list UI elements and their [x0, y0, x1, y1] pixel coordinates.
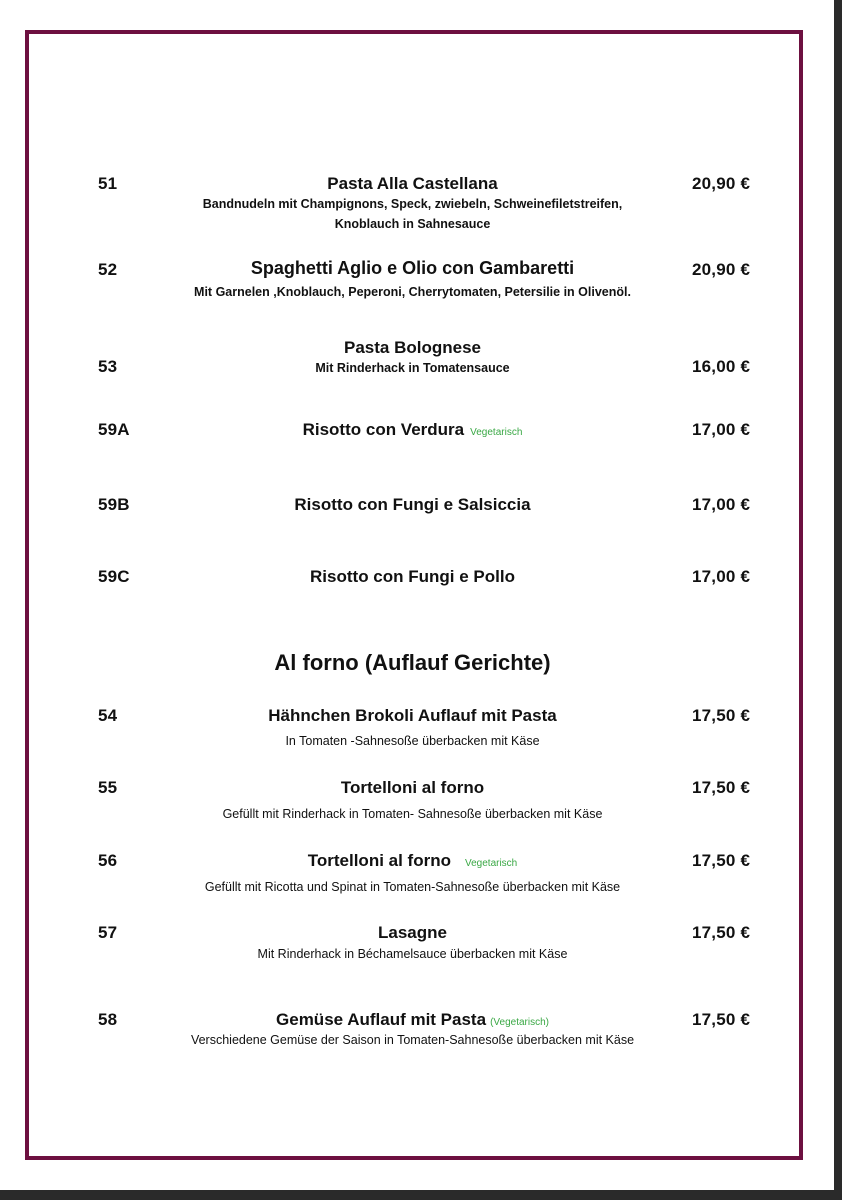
item-description: Mit Garnelen ,Knoblauch, Peperoni, Cherrytomaten, Petersilie in Olivenöl.	[194, 285, 631, 299]
item-price: 17,50 €	[692, 851, 751, 870]
item-name: Spaghetti Aglio e Olio con Gambaretti	[250, 258, 575, 278]
item-price: 20,90 €	[692, 260, 751, 279]
item-number: 53	[98, 357, 118, 376]
item-description: Gefüllt mit Rinderhack in Tomaten- Sahnesoße überbacken mit Käse	[222, 807, 603, 821]
item-number: 58	[98, 1010, 118, 1029]
vegetarian-label: Vegetarisch	[464, 858, 518, 869]
item-name: Pasta Bolognese	[344, 338, 481, 357]
item-name: Hähnchen Brokoli Auflauf mit Pasta	[268, 706, 557, 725]
item-number: 59B	[98, 495, 130, 514]
item-description: In Tomaten -Sahnesoße überbacken mit Käse	[285, 734, 540, 748]
vegetarian-label: (Vegetarisch)	[490, 1017, 549, 1028]
item-price: 17,50 €	[692, 1010, 751, 1029]
item-number: 54	[98, 706, 118, 725]
item-price: 20,90 €	[692, 174, 751, 193]
item-description: Gefüllt mit Ricotta und Spinat in Tomaten-Sahnesoße überbacken mit Käse	[204, 880, 621, 894]
item-description: Mit Rinderhack in Béchamelsauce überbacken mit Käse	[257, 947, 568, 961]
item-number: 51	[98, 174, 118, 193]
item-price: 17,00 €	[692, 495, 751, 514]
item-price: 17,00 €	[692, 567, 751, 586]
item-price: 16,00 €	[692, 357, 751, 376]
item-number: 55	[98, 778, 118, 797]
item-name: Risotto con Verdura	[302, 420, 465, 439]
item-name: Lasagne	[378, 923, 447, 942]
item-number: 59A	[98, 420, 130, 439]
item-number: 56	[98, 851, 118, 870]
item-name-row	[160, 851, 665, 871]
item-number: 52	[98, 260, 118, 279]
item-name: Risotto con Fungi e Pollo	[310, 567, 515, 586]
item-description: Verschiedene Gemüse der Saison in Tomaten-Sahnesoße überbacken mit Käse	[190, 1033, 635, 1047]
item-name: Tortelloni al forno	[307, 851, 451, 870]
item-price: 17,00 €	[692, 420, 751, 439]
item-name-row	[160, 420, 665, 440]
item-description: Knoblauch in Sahnesauce	[334, 217, 491, 231]
item-name: Gemüse Auflauf mit Pasta	[276, 1010, 487, 1029]
item-number: 59C	[98, 567, 130, 586]
item-name-row	[160, 1010, 665, 1030]
section-heading: Al forno (Auflauf Gerichte)	[274, 650, 551, 675]
vegetarian-label: Vegetarisch	[470, 427, 523, 438]
item-number: 57	[98, 923, 118, 942]
viewer-right-edge	[834, 0, 842, 1200]
viewer-bottom-edge	[0, 1190, 842, 1200]
item-price: 17,50 €	[692, 778, 751, 797]
item-price: 17,50 €	[692, 706, 751, 725]
item-description: Bandnudeln mit Champignons, Speck, zwiebeln, Schweinefiletstreifen,	[202, 197, 623, 211]
item-name: Risotto con Fungi e Salsiccia	[294, 495, 531, 514]
item-name: Tortelloni al forno	[340, 778, 485, 797]
item-name: Pasta Alla Castellana	[327, 174, 498, 193]
item-description: Mit Rinderhack in Tomatensauce	[315, 361, 510, 375]
item-price: 17,50 €	[692, 923, 751, 942]
